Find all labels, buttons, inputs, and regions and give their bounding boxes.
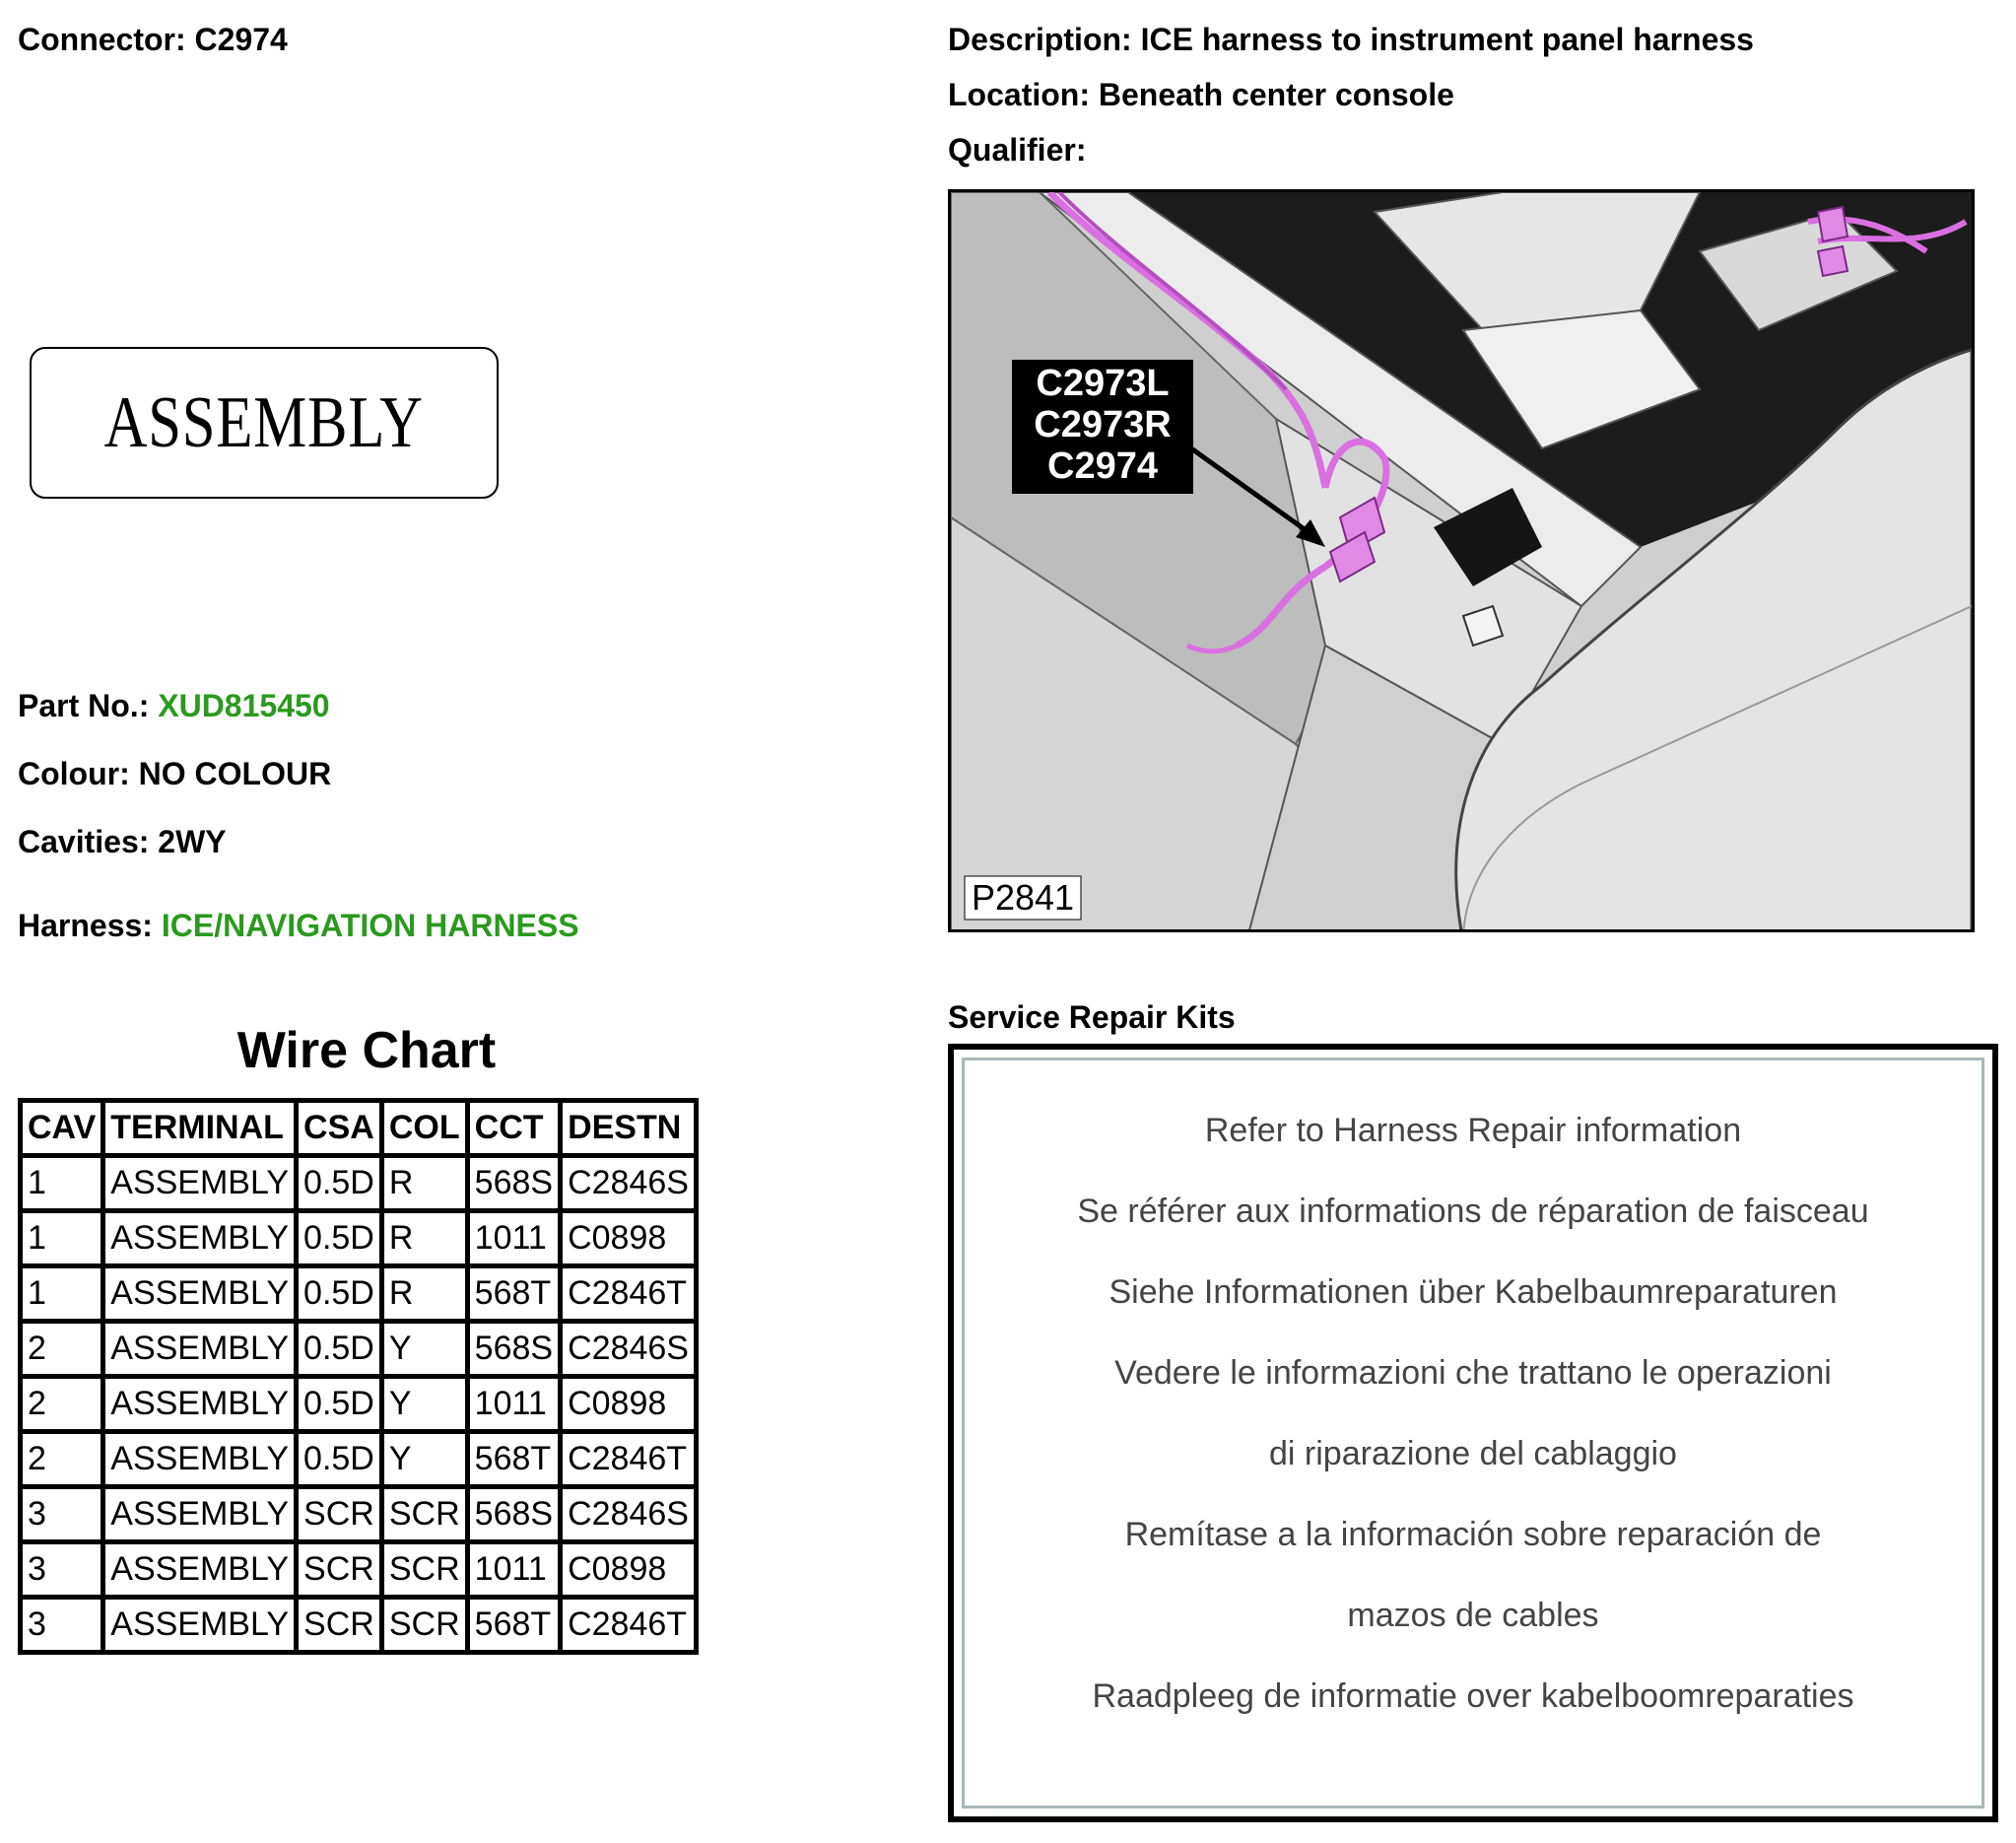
cell-cct: 568S — [470, 1158, 558, 1208]
qualifier-label: Qualifier: — [948, 132, 1087, 168]
part-no-link[interactable]: XUD815450 — [158, 688, 330, 723]
cell-cct: 1011 — [470, 1379, 558, 1429]
location-value: Beneath center console — [1098, 77, 1454, 112]
qualifier-line — [948, 132, 1086, 169]
location-drawing — [951, 192, 1972, 929]
cell-cav: 2 — [23, 1434, 101, 1484]
callout-label-1: C2973L — [1036, 363, 1170, 404]
cell-cct: 1011 — [470, 1544, 558, 1595]
cell-cct: 568S — [470, 1489, 558, 1539]
kit-line-french: Se référer aux informations de réparation de faisceau — [1077, 1193, 1869, 1230]
cell-cav: 1 — [23, 1213, 101, 1263]
cell-cct: 1011 — [470, 1213, 558, 1263]
cell-terminal: ASSEMBLY — [105, 1324, 294, 1374]
table-row — [23, 1544, 694, 1595]
cavities-value: 2WY — [158, 824, 227, 859]
cell-destn: C0898 — [563, 1544, 694, 1595]
harness-link[interactable]: ICE/NAVIGATION HARNESS — [161, 908, 579, 943]
description-line — [948, 22, 1754, 58]
cell-csa: SCR — [299, 1489, 379, 1539]
cell-col: SCR — [384, 1544, 465, 1595]
harness-label: Harness: — [18, 908, 153, 943]
cell-terminal: ASSEMBLY — [105, 1158, 294, 1208]
cell-destn: C0898 — [563, 1379, 694, 1429]
cavities-label: Cavities: — [18, 824, 150, 859]
cell-col: SCR — [384, 1489, 465, 1539]
cavities-line — [18, 824, 227, 860]
cell-cav: 3 — [23, 1489, 101, 1539]
service-repair-kits-title: Service Repair Kits — [948, 999, 1236, 1035]
table-row — [23, 1489, 694, 1539]
harness-line — [18, 908, 579, 944]
cell-terminal: ASSEMBLY — [105, 1379, 294, 1429]
cell-cct: 568S — [470, 1324, 558, 1374]
kit-line-german: Siehe Informationen über Kabelbaumreparaturen — [1109, 1273, 1838, 1311]
cell-col: Y — [384, 1324, 465, 1374]
cell-csa: SCR — [299, 1544, 379, 1595]
connector-line — [18, 22, 288, 58]
cell-destn: C0898 — [563, 1213, 694, 1263]
assembly-connector-illustration — [30, 347, 499, 499]
cell-cct: 568T — [470, 1268, 558, 1319]
kit-line-spanish-1: Remítase a la información sobre reparación de — [1124, 1516, 1822, 1553]
col-header-csa: CSA — [299, 1103, 379, 1153]
cell-destn: C2846S — [563, 1489, 694, 1539]
cell-col: R — [384, 1268, 465, 1319]
assembly-label: ASSEMBLY — [103, 381, 425, 463]
colour-label: Colour: — [18, 756, 130, 791]
cell-cav: 2 — [23, 1379, 101, 1429]
kit-line-dutch: Raadpleeg de informatie over kabelboomreparaties — [1092, 1677, 1854, 1715]
cell-terminal: ASSEMBLY — [105, 1600, 294, 1650]
cell-cct: 568T — [470, 1434, 558, 1484]
cell-terminal: ASSEMBLY — [105, 1213, 294, 1263]
table-row — [23, 1379, 694, 1429]
colour-line — [18, 756, 331, 792]
cell-csa: 0.5D — [299, 1324, 379, 1374]
cell-cav: 2 — [23, 1324, 101, 1374]
cell-cav: 3 — [23, 1600, 101, 1650]
cell-destn: C2846T — [563, 1600, 694, 1650]
table-row — [23, 1213, 694, 1263]
service-repair-kits-inner — [962, 1058, 1984, 1809]
cell-csa: 0.5D — [299, 1268, 379, 1319]
callout-label-2: C2973R — [1034, 404, 1172, 445]
wire-chart-table — [18, 1098, 699, 1655]
cell-terminal: ASSEMBLY — [105, 1489, 294, 1539]
cell-destn: C2846S — [563, 1324, 694, 1374]
connector-label: Connector: — [18, 22, 186, 57]
cell-terminal: ASSEMBLY — [105, 1434, 294, 1484]
wire-chart-header-row — [23, 1103, 694, 1153]
part-no-line — [18, 688, 330, 724]
col-header-cav: CAV — [23, 1103, 101, 1153]
cell-col: R — [384, 1158, 465, 1208]
col-header-cct: CCT — [470, 1103, 558, 1153]
table-row — [23, 1434, 694, 1484]
wire-chart-title: Wire Chart — [236, 1022, 497, 1079]
table-row — [23, 1600, 694, 1650]
kit-line-italian-2: di riparazione del cablaggio — [1269, 1435, 1677, 1472]
table-row — [23, 1324, 694, 1374]
col-header-col: COL — [384, 1103, 465, 1153]
cell-cct: 568T — [470, 1600, 558, 1650]
cell-col: R — [384, 1213, 465, 1263]
cell-csa: SCR — [299, 1600, 379, 1650]
cell-col: Y — [384, 1434, 465, 1484]
description-value: ICE harness to instrument panel harness — [1140, 22, 1754, 57]
location-line — [948, 77, 1454, 113]
callout-label-3: C2974 — [1047, 445, 1158, 487]
table-row — [23, 1158, 694, 1208]
colour-value: NO COLOUR — [138, 756, 332, 791]
cell-col: Y — [384, 1379, 465, 1429]
cell-destn: C2846T — [563, 1434, 694, 1484]
connector-value: C2974 — [194, 22, 288, 57]
cell-col: SCR — [384, 1600, 465, 1650]
cell-destn: C2846S — [563, 1158, 694, 1208]
cell-csa: 0.5D — [299, 1158, 379, 1208]
description-label: Description: — [948, 22, 1132, 57]
kit-line-italian-1: Vedere le informazioni che trattano le operazioni — [1114, 1354, 1832, 1392]
part-no-label: Part No.: — [18, 688, 150, 723]
cell-terminal: ASSEMBLY — [105, 1544, 294, 1595]
col-header-destn: DESTN — [563, 1103, 694, 1153]
cell-cav: 1 — [23, 1158, 101, 1208]
cell-cav: 1 — [23, 1268, 101, 1319]
cell-csa: 0.5D — [299, 1213, 379, 1263]
table-row — [23, 1268, 694, 1319]
service-repair-kits-box — [948, 1044, 1998, 1822]
col-header-terminal: TERMINAL — [105, 1103, 294, 1153]
cell-csa: 0.5D — [299, 1379, 379, 1429]
cell-cav: 3 — [23, 1544, 101, 1595]
kit-line-spanish-2: mazos de cables — [1347, 1597, 1599, 1634]
location-label: Location: — [948, 77, 1090, 112]
connector-location-photo — [948, 189, 1975, 932]
kit-line-english: Refer to Harness Repair information — [1204, 1112, 1742, 1149]
cell-destn: C2846T — [563, 1268, 694, 1319]
figure-id: P2841 — [971, 877, 1075, 918]
cell-csa: 0.5D — [299, 1434, 379, 1484]
cell-terminal: ASSEMBLY — [105, 1268, 294, 1319]
